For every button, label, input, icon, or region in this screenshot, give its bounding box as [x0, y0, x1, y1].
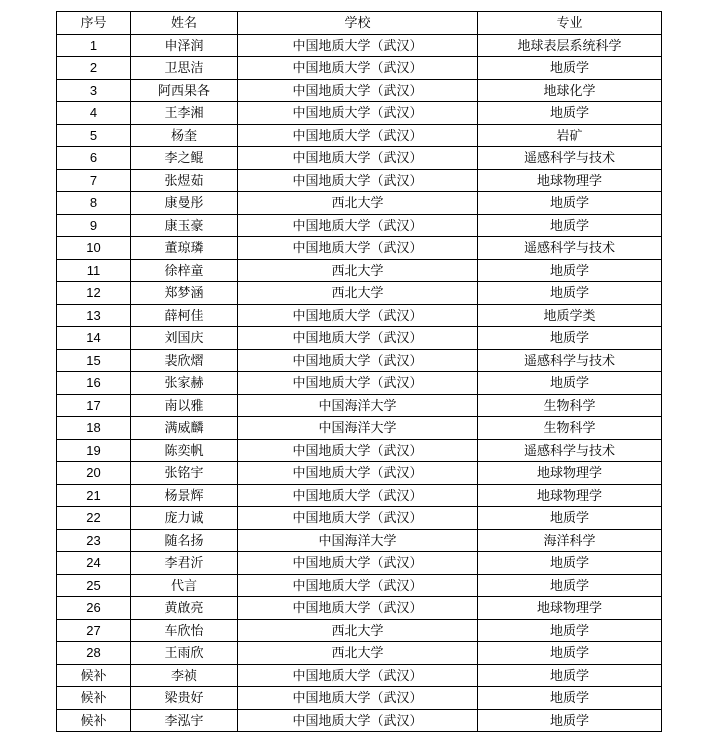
- cell-index: 11: [57, 259, 131, 282]
- cell-index: 23: [57, 529, 131, 552]
- cell-major: 地质学: [478, 259, 662, 282]
- table-row: [57, 507, 662, 530]
- cell-school: 中国地质大学（武汉）: [238, 664, 478, 687]
- table-row: [57, 597, 662, 620]
- table-row: [57, 237, 662, 260]
- cell-name: 满威麟: [131, 417, 238, 440]
- cell-name: 代言: [131, 574, 238, 597]
- table-row: [57, 34, 662, 57]
- cell-index: 20: [57, 462, 131, 485]
- cell-school: 西北大学: [238, 642, 478, 665]
- cell-major: 地球物理学: [478, 597, 662, 620]
- cell-name: 申泽润: [131, 34, 238, 57]
- cell-school: 中国海洋大学: [238, 394, 478, 417]
- cell-name: 陈奕帆: [131, 439, 238, 462]
- table-row: [57, 529, 662, 552]
- cell-name: 梁贵好: [131, 687, 238, 710]
- table-row: [57, 192, 662, 215]
- cell-major: 地球化学: [478, 79, 662, 102]
- table-row: [57, 439, 662, 462]
- cell-major: 地质学: [478, 664, 662, 687]
- cell-name: 王雨欣: [131, 642, 238, 665]
- cell-name: 张铭宇: [131, 462, 238, 485]
- cell-major: 海洋科学: [478, 529, 662, 552]
- cell-index: 21: [57, 484, 131, 507]
- cell-name: 杨景辉: [131, 484, 238, 507]
- cell-major: 遥感科学与技术: [478, 349, 662, 372]
- cell-index: 24: [57, 552, 131, 575]
- column-header-school: 学校: [238, 12, 478, 35]
- cell-major: 地质学: [478, 192, 662, 215]
- cell-school: 中国地质大学（武汉）: [238, 34, 478, 57]
- cell-index: 27: [57, 619, 131, 642]
- cell-major: 地质学: [478, 574, 662, 597]
- cell-school: 中国地质大学（武汉）: [238, 304, 478, 327]
- cell-index: 4: [57, 102, 131, 125]
- cell-school: 中国地质大学（武汉）: [238, 102, 478, 125]
- cell-index: 候补: [57, 664, 131, 687]
- cell-index: 候补: [57, 709, 131, 732]
- table-row: [57, 709, 662, 732]
- cell-school: 西北大学: [238, 259, 478, 282]
- table-row: [57, 327, 662, 350]
- cell-index: 6: [57, 147, 131, 170]
- cell-major: 遥感科学与技术: [478, 147, 662, 170]
- cell-major: 地质学: [478, 327, 662, 350]
- cell-name: 薛柯佳: [131, 304, 238, 327]
- table-row: [57, 304, 662, 327]
- cell-name: 刘国庆: [131, 327, 238, 350]
- cell-index: 13: [57, 304, 131, 327]
- column-header-name: 姓名: [131, 12, 238, 35]
- cell-school: 中国地质大学（武汉）: [238, 687, 478, 710]
- cell-name: 庞力诚: [131, 507, 238, 530]
- cell-name: 李祯: [131, 664, 238, 687]
- cell-school: 中国地质大学（武汉）: [238, 372, 478, 395]
- cell-school: 中国地质大学（武汉）: [238, 124, 478, 147]
- cell-school: 中国地质大学（武汉）: [238, 327, 478, 350]
- cell-index: 26: [57, 597, 131, 620]
- cell-major: 遥感科学与技术: [478, 439, 662, 462]
- table-row: [57, 349, 662, 372]
- cell-major: 遥感科学与技术: [478, 237, 662, 260]
- cell-school: 中国海洋大学: [238, 417, 478, 440]
- table-row: [57, 147, 662, 170]
- cell-index: 22: [57, 507, 131, 530]
- cell-major: 地球物理学: [478, 462, 662, 485]
- cell-name: 杨奎: [131, 124, 238, 147]
- cell-major: 地质学: [478, 57, 662, 80]
- cell-major: 地质学: [478, 372, 662, 395]
- cell-index: 14: [57, 327, 131, 350]
- cell-school: 中国地质大学（武汉）: [238, 507, 478, 530]
- cell-index: 25: [57, 574, 131, 597]
- cell-name: 康玉豪: [131, 214, 238, 237]
- cell-school: 中国海洋大学: [238, 529, 478, 552]
- cell-major: 生物科学: [478, 417, 662, 440]
- table-row: [57, 462, 662, 485]
- table-row: [57, 484, 662, 507]
- table-row: [57, 214, 662, 237]
- cell-index: 17: [57, 394, 131, 417]
- cell-school: 中国地质大学（武汉）: [238, 439, 478, 462]
- cell-major: 地质学: [478, 619, 662, 642]
- cell-major: 岩矿: [478, 124, 662, 147]
- cell-major: 地质学: [478, 642, 662, 665]
- table-row: [57, 552, 662, 575]
- cell-school: 中国地质大学（武汉）: [238, 57, 478, 80]
- cell-major: 地质学: [478, 507, 662, 530]
- cell-name: 裴欣熠: [131, 349, 238, 372]
- table-row: [57, 102, 662, 125]
- cell-major: 地质学类: [478, 304, 662, 327]
- table-row: [57, 394, 662, 417]
- cell-name: 卫思洁: [131, 57, 238, 80]
- cell-index: 2: [57, 57, 131, 80]
- cell-index: 3: [57, 79, 131, 102]
- table-row: [57, 169, 662, 192]
- table-row: [57, 372, 662, 395]
- cell-name: 李君沂: [131, 552, 238, 575]
- roster-table: [56, 11, 662, 732]
- cell-major: 地球物理学: [478, 169, 662, 192]
- cell-index: 19: [57, 439, 131, 462]
- cell-index: 10: [57, 237, 131, 260]
- cell-index: 28: [57, 642, 131, 665]
- cell-index: 9: [57, 214, 131, 237]
- table-row: [57, 417, 662, 440]
- cell-school: 中国地质大学（武汉）: [238, 79, 478, 102]
- cell-name: 随名扬: [131, 529, 238, 552]
- cell-name: 李泓宇: [131, 709, 238, 732]
- cell-name: 王李湘: [131, 102, 238, 125]
- cell-index: 7: [57, 169, 131, 192]
- cell-name: 康曼彤: [131, 192, 238, 215]
- table-row: [57, 57, 662, 80]
- cell-major: 地质学: [478, 102, 662, 125]
- table-row: [57, 282, 662, 305]
- cell-school: 西北大学: [238, 192, 478, 215]
- cell-school: 中国地质大学（武汉）: [238, 552, 478, 575]
- cell-index: 8: [57, 192, 131, 215]
- cell-name: 郑梦涵: [131, 282, 238, 305]
- cell-name: 徐梓童: [131, 259, 238, 282]
- cell-name: 南以雅: [131, 394, 238, 417]
- cell-major: 地质学: [478, 282, 662, 305]
- table-header-row: [57, 12, 662, 35]
- cell-name: 车欣怡: [131, 619, 238, 642]
- cell-school: 中国地质大学（武汉）: [238, 709, 478, 732]
- cell-school: 中国地质大学（武汉）: [238, 169, 478, 192]
- table-row: [57, 642, 662, 665]
- cell-major: 生物科学: [478, 394, 662, 417]
- column-header-major: 专业: [478, 12, 662, 35]
- cell-name: 阿西果各: [131, 79, 238, 102]
- cell-name: 张煜茹: [131, 169, 238, 192]
- cell-name: 李之鲲: [131, 147, 238, 170]
- table-row: [57, 124, 662, 147]
- cell-school: 中国地质大学（武汉）: [238, 147, 478, 170]
- cell-name: 董琼璘: [131, 237, 238, 260]
- table-row: [57, 79, 662, 102]
- cell-school: 中国地质大学（武汉）: [238, 574, 478, 597]
- cell-major: 地球表层系统科学: [478, 34, 662, 57]
- cell-school: 西北大学: [238, 282, 478, 305]
- cell-major: 地质学: [478, 687, 662, 710]
- table-row: [57, 259, 662, 282]
- cell-index: 12: [57, 282, 131, 305]
- cell-index: 1: [57, 34, 131, 57]
- cell-major: 地质学: [478, 552, 662, 575]
- cell-major: 地球物理学: [478, 484, 662, 507]
- cell-index: 18: [57, 417, 131, 440]
- cell-school: 中国地质大学（武汉）: [238, 462, 478, 485]
- cell-school: 中国地质大学（武汉）: [238, 349, 478, 372]
- cell-index: 5: [57, 124, 131, 147]
- cell-name: 张家赫: [131, 372, 238, 395]
- table-row: [57, 687, 662, 710]
- cell-major: 地质学: [478, 214, 662, 237]
- cell-index: 15: [57, 349, 131, 372]
- cell-school: 西北大学: [238, 619, 478, 642]
- cell-index: 16: [57, 372, 131, 395]
- table-row: [57, 619, 662, 642]
- cell-index: 候补: [57, 687, 131, 710]
- cell-school: 中国地质大学（武汉）: [238, 597, 478, 620]
- table-row: [57, 664, 662, 687]
- table-row: [57, 574, 662, 597]
- cell-name: 黄啟亮: [131, 597, 238, 620]
- cell-school: 中国地质大学（武汉）: [238, 237, 478, 260]
- cell-school: 中国地质大学（武汉）: [238, 214, 478, 237]
- cell-school: 中国地质大学（武汉）: [238, 484, 478, 507]
- column-header-index: 序号: [57, 12, 131, 35]
- table-body: [57, 34, 662, 732]
- cell-major: 地质学: [478, 709, 662, 732]
